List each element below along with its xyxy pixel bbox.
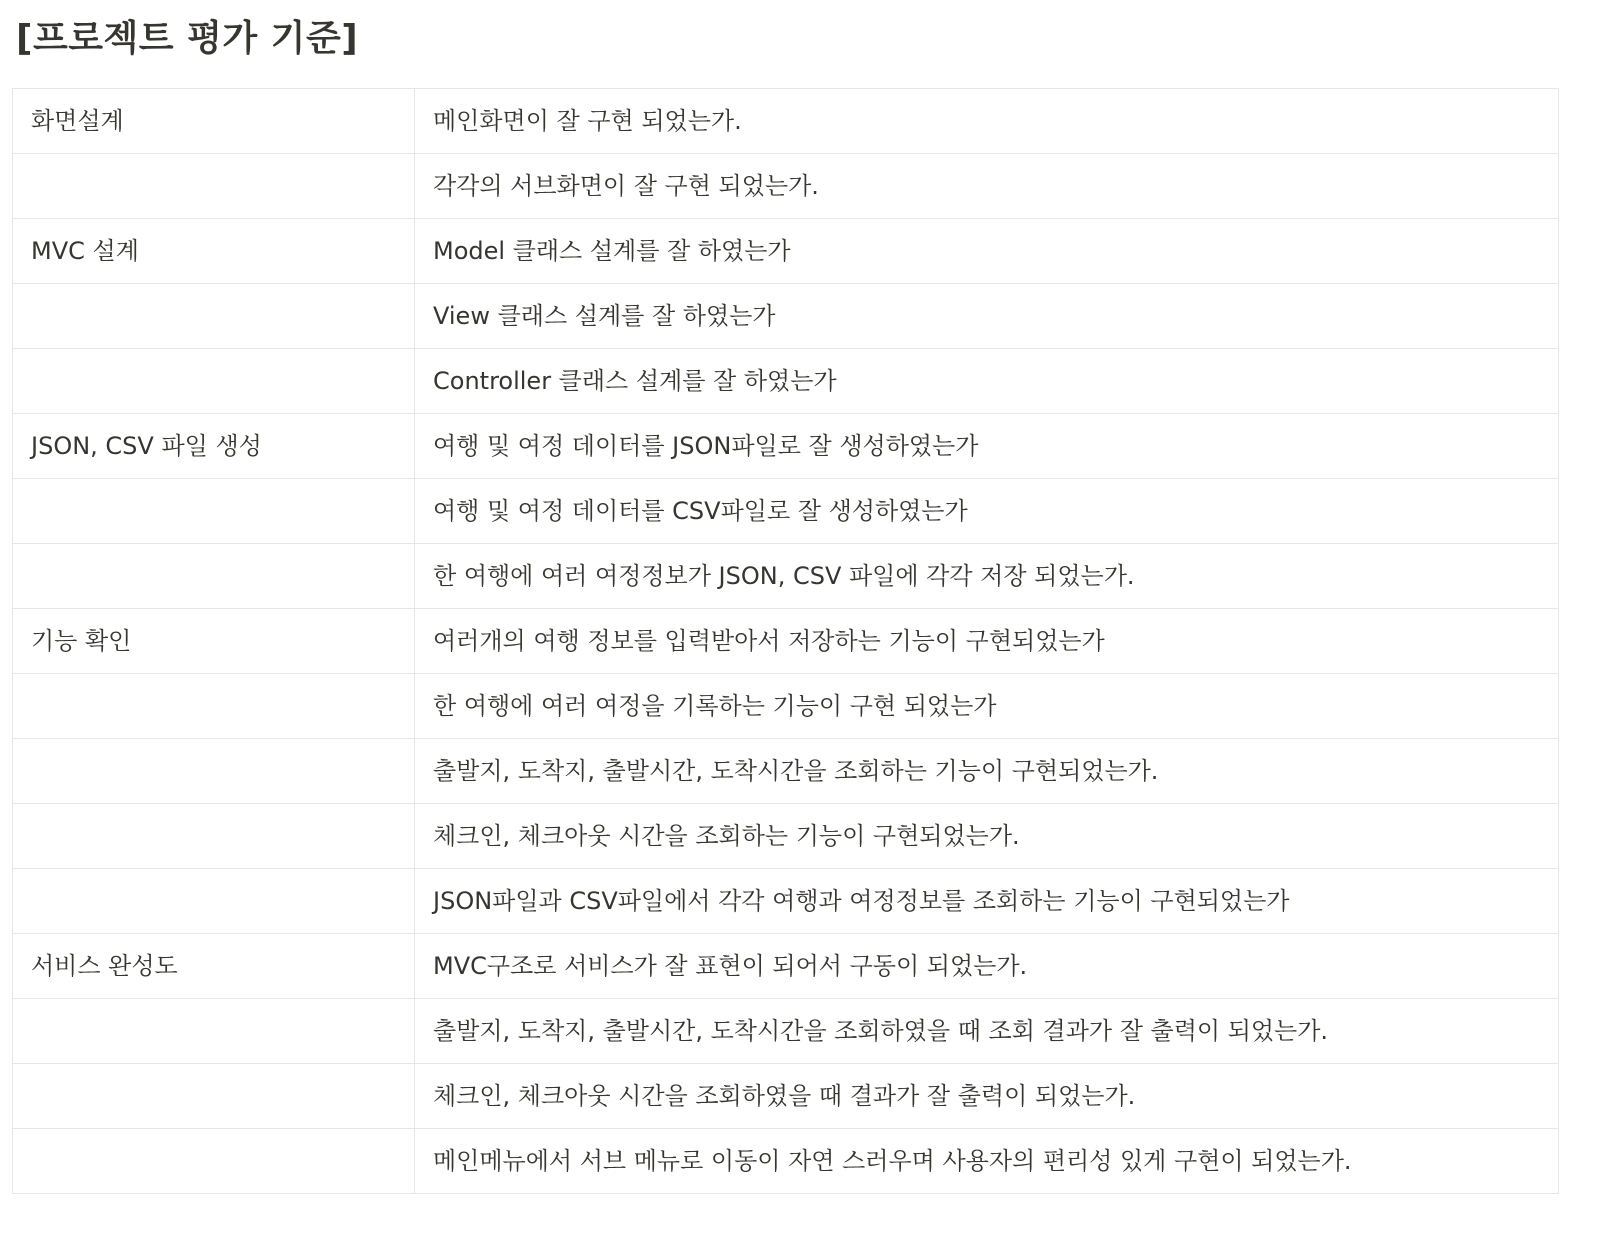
table-row xyxy=(13,869,1559,934)
category-cell xyxy=(13,284,415,349)
category-cell: 화면설계 xyxy=(13,89,415,154)
criterion-cell: 체크인, 체크아웃 시간을 조회하였을 때 결과가 잘 출력이 되었는가. xyxy=(415,1064,1559,1129)
category-cell xyxy=(13,544,415,609)
table-row xyxy=(13,804,1559,869)
table-row xyxy=(13,479,1559,544)
criterion-cell: 여러개의 여행 정보를 입력받아서 저장하는 기능이 구현되었는가 xyxy=(415,609,1559,674)
table-row xyxy=(13,89,1559,154)
category-cell: JSON, CSV 파일 생성 xyxy=(13,414,415,479)
category-cell xyxy=(13,804,415,869)
table-row xyxy=(13,284,1559,349)
table-row xyxy=(13,219,1559,284)
category-cell xyxy=(13,1064,415,1129)
table-row xyxy=(13,414,1559,479)
table-row xyxy=(13,154,1559,219)
table-row xyxy=(13,1129,1559,1194)
criterion-cell: 메인메뉴에서 서브 메뉴로 이동이 자연 스러우며 사용자의 편리성 있게 구현이 되었는가. xyxy=(415,1129,1559,1194)
criterion-cell: 체크인, 체크아웃 시간을 조회하는 기능이 구현되었는가. xyxy=(415,804,1559,869)
table-row xyxy=(13,349,1559,414)
criterion-cell: 한 여행에 여러 여정을 기록하는 기능이 구현 되었는가 xyxy=(415,674,1559,739)
table-row xyxy=(13,739,1559,804)
evaluation-criteria-table xyxy=(12,88,1559,1194)
category-cell xyxy=(13,1129,415,1194)
table-row xyxy=(13,1064,1559,1129)
table-row xyxy=(13,674,1559,739)
criterion-cell: MVC구조로 서비스가 잘 표현이 되어서 구동이 되었는가. xyxy=(415,934,1559,999)
criterion-cell: Model 클래스 설계를 잘 하였는가 xyxy=(415,219,1559,284)
category-cell xyxy=(13,479,415,544)
criterion-cell: 출발지, 도착지, 출발시간, 도착시간을 조회하는 기능이 구현되었는가. xyxy=(415,739,1559,804)
criterion-cell: Controller 클래스 설계를 잘 하였는가 xyxy=(415,349,1559,414)
table-row xyxy=(13,609,1559,674)
criterion-cell: 출발지, 도착지, 출발시간, 도착시간을 조회하였을 때 조회 결과가 잘 출력이 되었는가. xyxy=(415,999,1559,1064)
category-cell xyxy=(13,154,415,219)
category-cell xyxy=(13,869,415,934)
category-cell xyxy=(13,739,415,804)
criterion-cell: 메인화면이 잘 구현 되었는가. xyxy=(415,89,1559,154)
criterion-cell: 각각의 서브화면이 잘 구현 되었는가. xyxy=(415,154,1559,219)
category-cell: MVC 설계 xyxy=(13,219,415,284)
table-row xyxy=(13,999,1559,1064)
table-row xyxy=(13,544,1559,609)
category-cell xyxy=(13,349,415,414)
criterion-cell: 여행 및 여정 데이터를 JSON파일로 잘 생성하였는가 xyxy=(415,414,1559,479)
category-cell: 기능 확인 xyxy=(13,609,415,674)
criterion-cell: 한 여행에 여러 여정정보가 JSON, CSV 파일에 각각 저장 되었는가. xyxy=(415,544,1559,609)
table-row xyxy=(13,934,1559,999)
criterion-cell: View 클래스 설계를 잘 하였는가 xyxy=(415,284,1559,349)
criterion-cell: JSON파일과 CSV파일에서 각각 여행과 여정정보를 조회하는 기능이 구현되었는가 xyxy=(415,869,1559,934)
criterion-cell: 여행 및 여정 데이터를 CSV파일로 잘 생성하였는가 xyxy=(415,479,1559,544)
category-cell xyxy=(13,674,415,739)
page-title: [프로젝트 평가 기준] xyxy=(16,18,359,59)
category-cell: 서비스 완성도 xyxy=(13,934,415,999)
category-cell xyxy=(13,999,415,1064)
